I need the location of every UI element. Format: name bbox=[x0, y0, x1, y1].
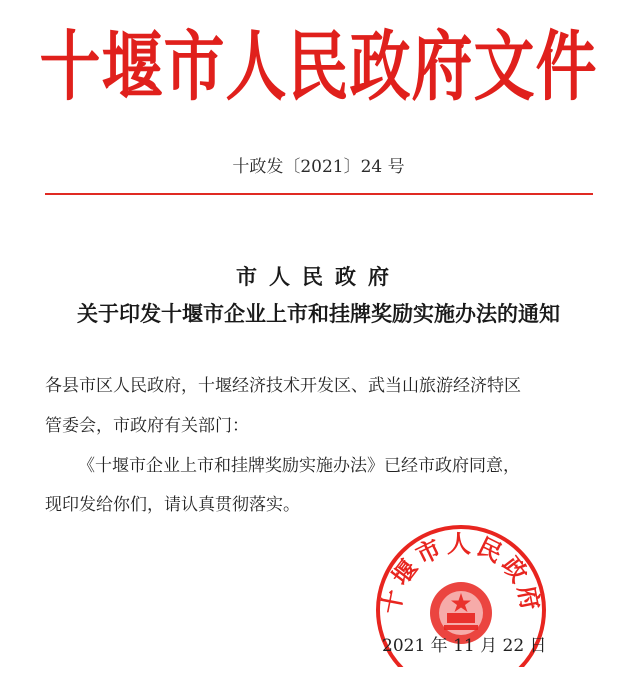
red-divider-line bbox=[45, 193, 593, 195]
notice-title: 关于印发十堰市企业上市和挂牌奖励实施办法的通知 bbox=[77, 301, 560, 326]
document-masthead: 十堰市人民政府文件 bbox=[39, 23, 598, 112]
seal-text: 十堰市人民政府 bbox=[375, 529, 547, 617]
notice-issuer: 市人民政府 bbox=[236, 264, 401, 289]
addressee-line-2: 管委会，市政府有关部门： bbox=[45, 416, 249, 436]
document-number: 十政发〔2021〕24 号 bbox=[232, 157, 405, 177]
body-paragraph-line-1: 《十堰市企业上市和挂牌奖励实施办法》已经市政府同意， bbox=[78, 456, 520, 476]
body-paragraph-line-2: 现印发给你们，请认真贯彻落实。 bbox=[45, 495, 300, 515]
addressee-line-1: 各县市区人民政府，十堰经济技术开发区、武当山旅游经济特区 bbox=[45, 376, 521, 396]
issue-date: 2021 年 11 月 22 日 bbox=[382, 636, 547, 656]
